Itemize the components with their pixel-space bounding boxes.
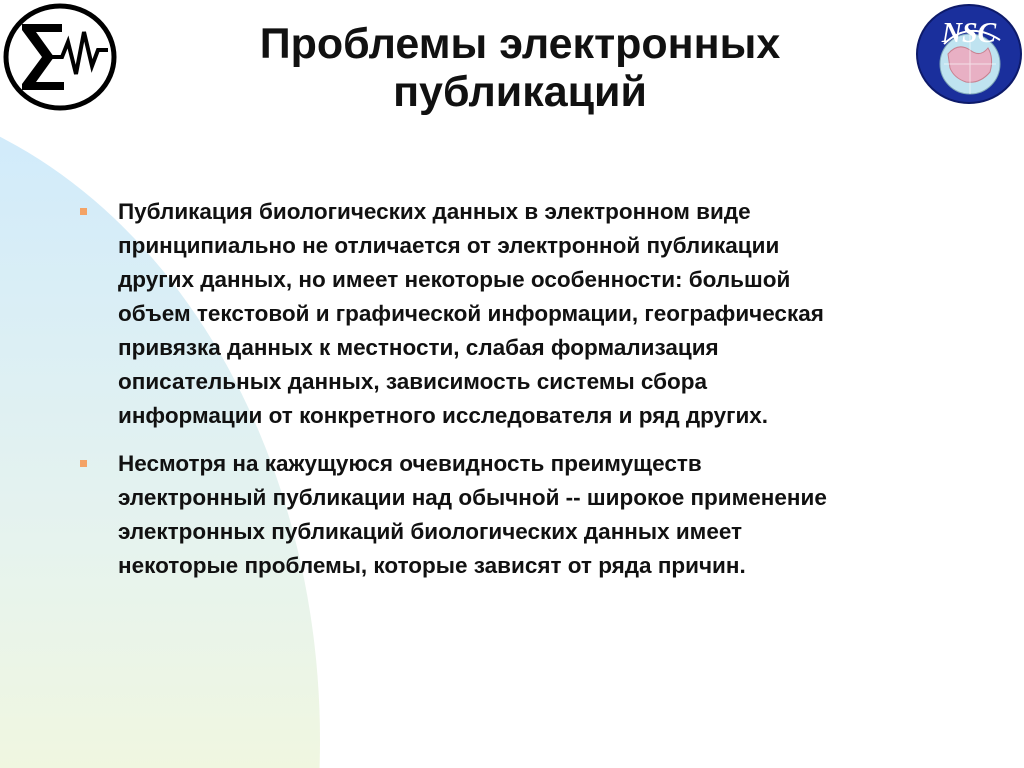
bullet-item-1 <box>78 195 1018 433</box>
bullet-square-icon <box>80 460 87 467</box>
bullet-line: информации от конкретного исследователя и ряд других. <box>118 403 769 428</box>
bullet-line: Несмотря на кажущуюся очевидность преимуществ <box>118 451 702 476</box>
title-line-1: Проблемы электронных <box>259 20 781 68</box>
bullet-line: Публикация биологических данных в электронном виде <box>118 199 751 224</box>
bullet-line: объем текстовой и графической информации, географическая <box>118 301 824 326</box>
bullet-square-icon <box>80 208 87 215</box>
bullet-list <box>78 195 1018 597</box>
bullet-line: электронный публикации над обычной -- широкое применение <box>118 485 827 510</box>
title-line-2: публикаций <box>393 68 647 116</box>
bullet-item-2 <box>78 447 1018 583</box>
slide-title <box>140 20 900 116</box>
nsc-globe-logo-icon <box>914 2 1024 106</box>
bullet-line: некоторые проблемы, которые зависят от ряда причин. <box>118 553 746 578</box>
bullet-line: электронных публикаций биологических данных имеет <box>118 519 743 544</box>
bullet-line: описательных данных, зависимость системы сбора <box>118 369 708 394</box>
sigma-wave-logo-icon <box>2 2 118 112</box>
logo-right-text: NSC <box>941 18 997 49</box>
bullet-line: привязка данных к местности, слабая формализация <box>118 335 719 360</box>
bullet-line: принципиально не отличается от электронной публикации <box>118 233 780 258</box>
bullet-line: других данных, но имеет некоторые особенности: большой <box>118 267 791 292</box>
